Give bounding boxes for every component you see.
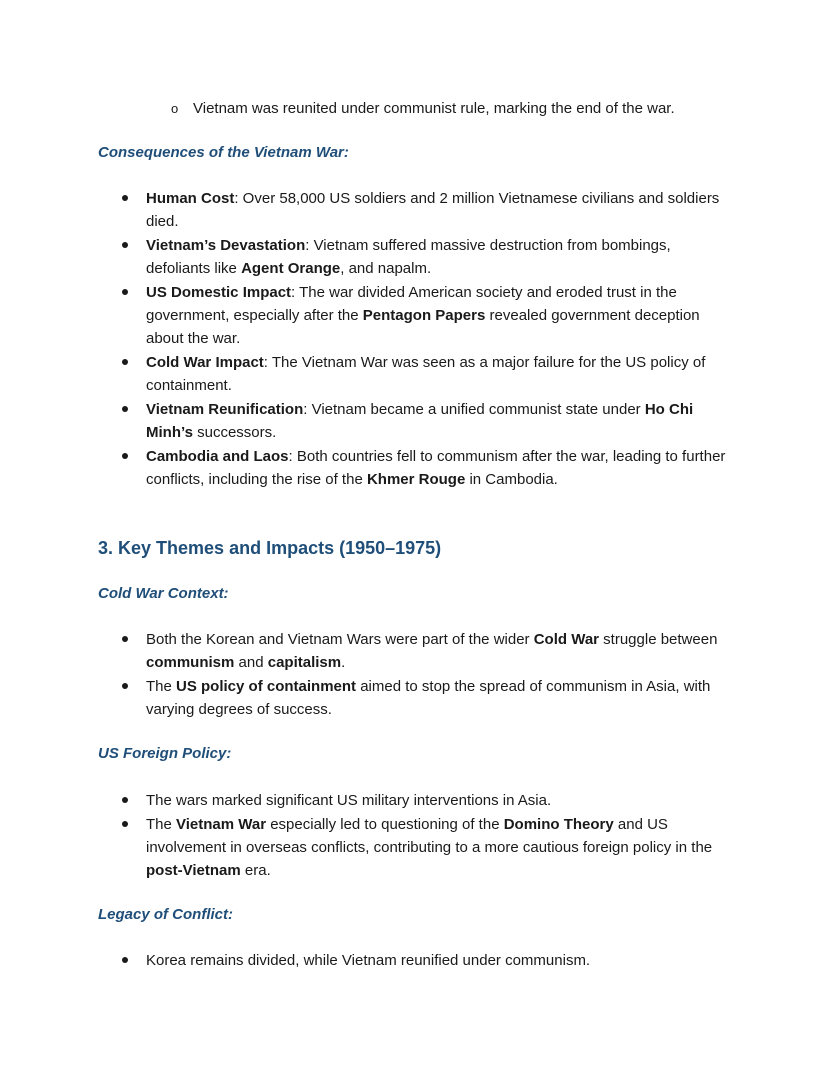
- list-item: The Vietnam War especially led to questioning of the Domino Theory and US involvement in overseas conflicts, contributing to a more cautious foreign policy in the post-Vietnam era.: [120, 813, 730, 882]
- list-item: US Domestic Impact: The war divided American society and eroded trust in the government, especially after the Pentagon Papers revealed government deception about the war.: [120, 281, 730, 350]
- list-item: Vietnam’s Devastation: Vietnam suffered massive destruction from bombings, defoliants like Agent Orange, and napalm.: [120, 234, 730, 280]
- list-item: Human Cost: Over 58,000 US soldiers and 2 million Vietnamese civilians and soldiers died.: [120, 187, 730, 233]
- bullet-icon: [122, 195, 128, 201]
- sub-list-item: o Vietnam was reunited under communist rule, marking the end of the war.: [171, 97, 791, 120]
- bullet-icon: [122, 242, 128, 248]
- bullet-icon: [122, 289, 128, 295]
- consequences-list: [120, 187, 730, 492]
- list-item: Cambodia and Laos: Both countries fell to communism after the war, leading to further conflicts, including the rise of the Khmer Rouge in Cambodia.: [120, 445, 730, 491]
- section-heading: 3. Key Themes and Impacts (1950–1975): [98, 538, 442, 558]
- list-item: The wars marked significant US military interventions in Asia.: [120, 789, 730, 812]
- us-foreign-policy-heading: US Foreign Policy:: [98, 745, 232, 762]
- foreign-policy-list: [120, 789, 730, 883]
- list-item: Vietnam Reunification: Vietnam became a unified communist state under Ho Chi Minh’s successors.: [120, 398, 730, 444]
- bullet-icon: [122, 453, 128, 459]
- cold-war-context-heading: Cold War Context:: [98, 585, 229, 602]
- bullet-icon: [122, 406, 128, 412]
- hollow-bullet-icon: o: [171, 101, 179, 116]
- bullet-icon: [122, 636, 128, 642]
- list-item: Korea remains divided, while Vietnam reunified under communism.: [120, 949, 730, 972]
- consequences-heading: Consequences of the Vietnam War:: [98, 144, 349, 161]
- cold-war-list: [120, 628, 730, 722]
- bullet-icon: [122, 957, 128, 963]
- bullet-icon: [122, 797, 128, 803]
- legacy-list: [120, 949, 730, 973]
- list-item: Cold War Impact: The Vietnam War was seen as a major failure for the US policy of containment.: [120, 351, 730, 397]
- legacy-of-conflict-heading: Legacy of Conflict:: [98, 906, 234, 923]
- list-item: The US policy of containment aimed to stop the spread of communism in Asia, with varying degrees of success.: [120, 675, 730, 721]
- bullet-icon: [122, 359, 128, 365]
- bullet-icon: [122, 683, 128, 689]
- list-item: Both the Korean and Vietnam Wars were part of the wider Cold War struggle between communism and capitalism.: [120, 628, 730, 674]
- bullet-icon: [122, 821, 128, 827]
